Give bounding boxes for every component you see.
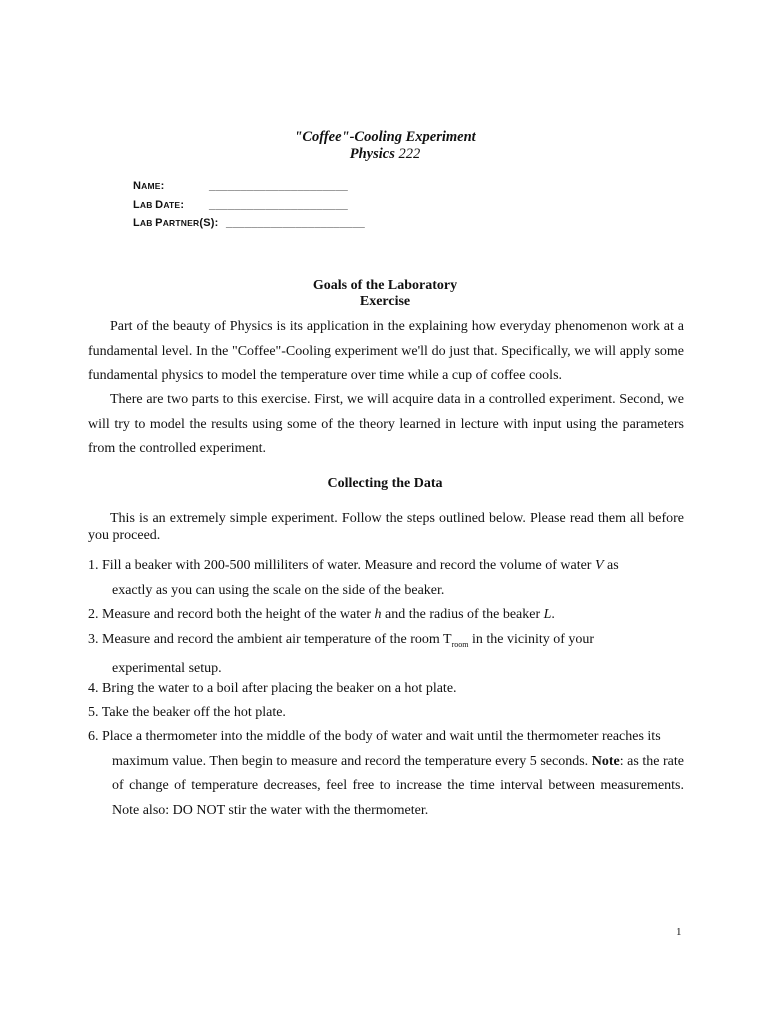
step-1: 1. Fill a beaker with 200-500 milliliters of water. Measure and record the volume of water V as exactly as you can using the scale on the side of the beaker. (88, 558, 619, 598)
lab-date-field (133, 199, 348, 211)
room-subscript: room (451, 639, 469, 649)
course-label (0, 146, 770, 163)
course-name: Physics (349, 146, 395, 162)
goals-paragraph-2: There are two parts to this exercise. First, we will acquire data in a controlled experiment. Second, we will try to model the results using some of the theory learned in lecture with input using the parameters from the controlled experiment. (88, 392, 684, 456)
document-title: "Coffee"-Cooling Experiment (294, 129, 476, 145)
goals-paragraph-1: Part of the beauty of Physics is its application in the explaining how everyday phenomenon work at a fundamental level. In the "Coffee"-Cooling experiment we'll do just that. Specifically, we will apply some fundamental physics to model the temperature over time while a cup of coffee cools. (88, 319, 684, 383)
lab-partners-field (133, 217, 365, 229)
lab-date-label: LAB DATE: (133, 199, 185, 211)
radius-variable: L (543, 607, 552, 622)
goals-heading-line2: Exercise (359, 294, 411, 309)
course-number: 222 (398, 146, 421, 162)
volume-variable: V (594, 558, 604, 573)
name-blank: ______________________ (209, 180, 348, 192)
step-2: 2. Measure and record both the height of the water h and the radius of the beaker L. (88, 607, 555, 622)
step-5: 5. Take the beaker off the hot plate. (88, 705, 286, 720)
height-variable: h (374, 607, 382, 622)
goals-heading: Goals of the Laboratory (312, 278, 458, 293)
name-field-label: NAME: (133, 180, 165, 192)
collecting-intro: This is an extremely simple experiment. Follow the steps outlined below. Please read them all before you proceed. (88, 511, 684, 543)
step-4: 4. Bring the water to a boil after placing the beaker on a hot plate. (88, 681, 457, 696)
page-number: 1 (676, 926, 682, 938)
step-6: 6. Place a thermometer into the middle of the body of water and wait until the thermometer reaches its maximum value. Then begin to measure and record the temperature every 5 seconds. Note: as the rate of change of temperature decreases, feel free to increase the time interval between measurements. Note also: DO NOT stir the water with the thermometer. (88, 729, 684, 818)
collecting-heading: Collecting the Data (327, 476, 443, 491)
lab-partners-label: LAB PARTNER(S): (133, 217, 219, 229)
step-3: 3. Measure and record the ambient air temperature of the room $T_{room}$ in the vicinity of your experimental setup. (88, 632, 595, 677)
lab-partners-blank: ______________________ (226, 217, 365, 229)
lab-date-blank: ______________________ (209, 199, 348, 211)
name-field (133, 180, 348, 192)
note-label: Note (591, 753, 620, 769)
